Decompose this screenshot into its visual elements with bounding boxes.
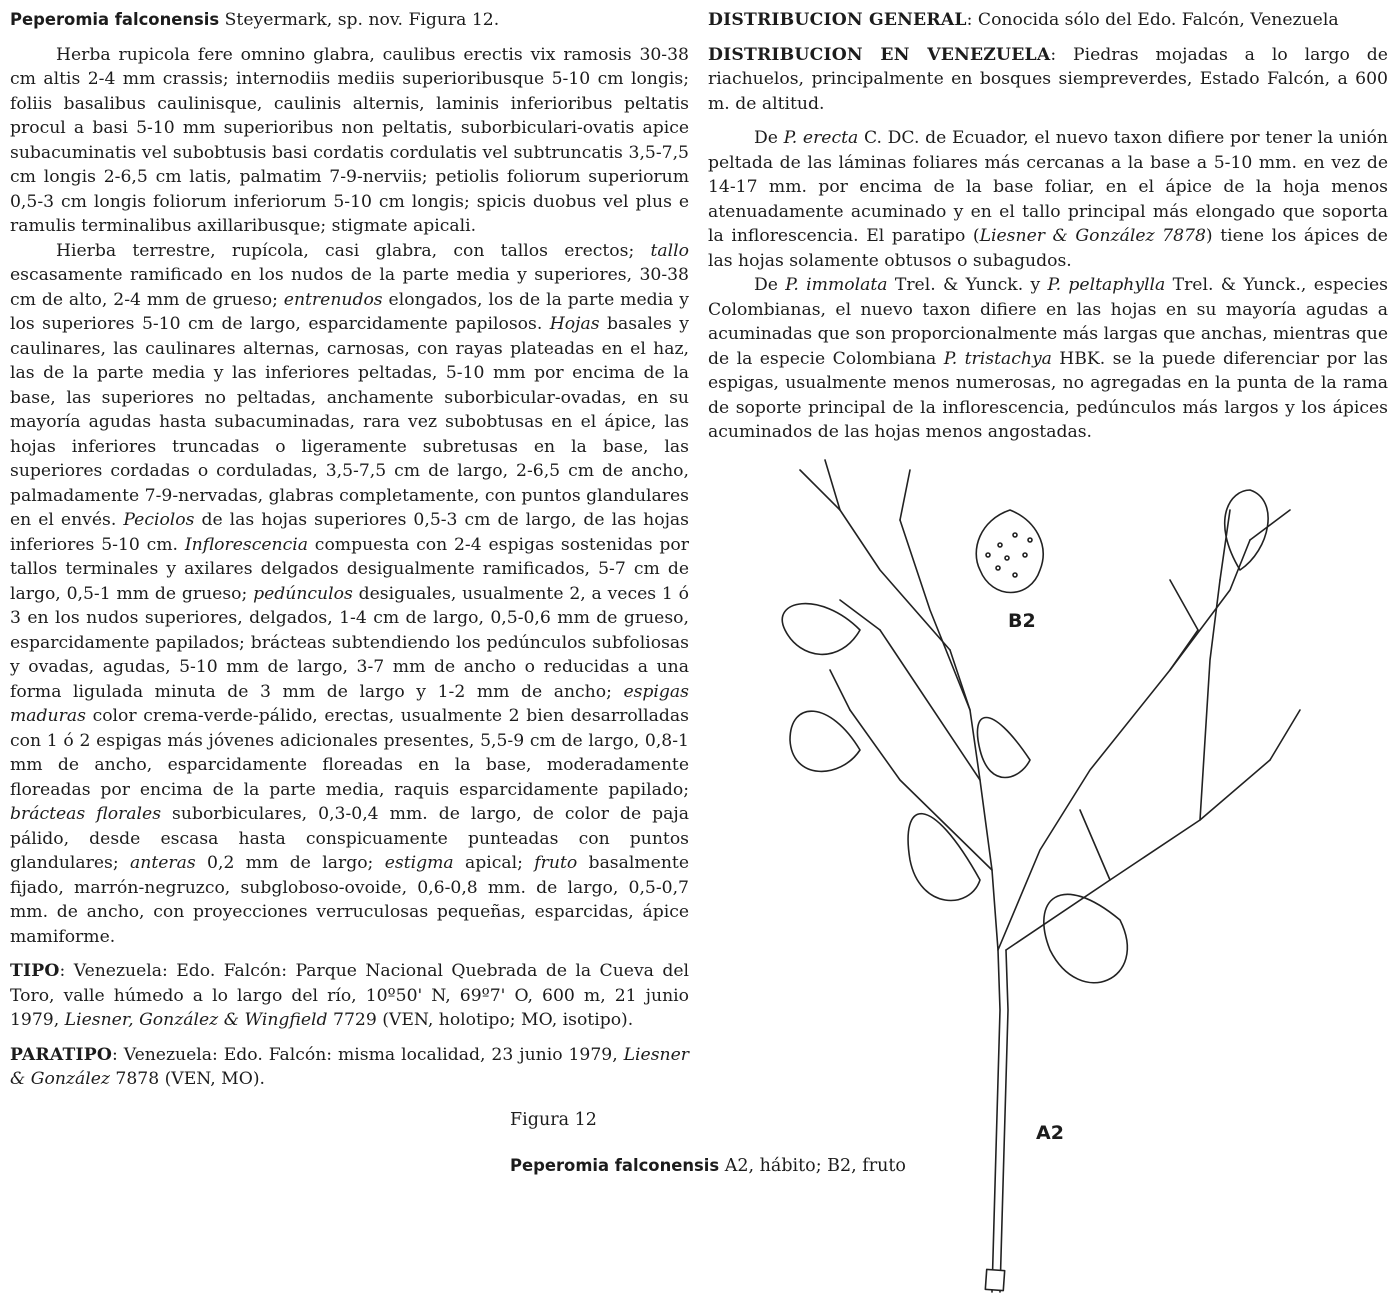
desc-term: tallo	[650, 240, 689, 261]
spanish-description	[10, 239, 689, 950]
comparison-text: ) tiene los ápices de las hojas solamente obtusos o subagudos.	[708, 226, 1388, 271]
comparison-text: De	[754, 275, 786, 295]
desc-text: apical;	[453, 853, 535, 873]
desc-term: pedúnculos	[253, 583, 353, 604]
desc-text: de las hojas superiores 0,5-3 cm de largo, de las hojas inferiores 5-10 cm.	[10, 510, 689, 555]
branch	[840, 510, 950, 650]
comparison-text: Trel. & Yunck. y	[887, 275, 1048, 295]
taxon-name: P. immolata	[785, 275, 888, 295]
desc-term: estigma	[384, 853, 454, 873]
species-heading	[10, 8, 689, 33]
paratipo-tail: 7878 (VEN, MO).	[109, 1069, 265, 1089]
branch	[850, 710, 992, 870]
desc-text: compuesta con 2-4 espigas sostenidas por tallos terminales y axilares delgados desigualmente ramificados, 5-7 cm de largo, 0,5-1 mm de grueso;	[10, 534, 689, 604]
desc-text: suborbiculares, 0,3-0,4 mm. de largo, de color de paja pálido, desde escasa hasta conspicuamente punteadas con puntos glandulares;	[10, 804, 689, 873]
comparison-text: HBK. se la puede diferenciar por las espigas, usualmente menos numerosas, no agregadas en la punta de la rama de soporte principal de la inflorescencia, pedúnculos más largos y los ápices acuminados de las hojas menos angostadas.	[708, 348, 1389, 442]
tipo-collectors: Liesner, González & Wingfield	[64, 1010, 328, 1030]
label-b2: B2	[1008, 610, 1036, 632]
comparison-text: Trel. & Yunck., especies Colombianas, el nuevo taxon difiere en las hojas en su mayoría agudas a acuminadas que son proporcionalmente más largas que anchas, mientras que de la especie Colombiana	[708, 275, 1388, 369]
comparison-text: C. DC. de Ecuador, el nuevo taxon difiere por tener la unión peltada de las láminas foliares más cercanas a la base a 5-10 mm. en vez de 14-17 mm. por encima de la base foliar, en el ápice de la hoja menos atenuadamente acuminado y en el tallo principal más elongado que soporta la inflorescencia. El paratipo (	[708, 128, 1388, 246]
distribution-general-label: DISTRIBUCION GENERAL	[708, 10, 967, 30]
desc-term: brácteas florales	[10, 804, 162, 824]
right-column	[708, 8, 1388, 445]
desc-term: Hojas	[549, 314, 600, 334]
desc-text: basales y caulinares, las caulinares alternas, carnosas, con rayas plateadas en el haz, las de la parte media y las inferiores peltadas, 5-10 mm por encima de la base, las superiores no peltadas, anchamente suborbicular-ovadas, en su mayoría agudas hasta subacuminadas, rara vez subobtusas en el ápice, las hojas inferiores truncadas o ligeramente subretusas en la base, las superiores cordadas o corduladas, 3,5-7,5 cm de largo, 2-6,5 cm de ancho, palmadamente 7-9-nervadas, glabras completamente, con puntos glandulares en el envés.	[10, 314, 689, 530]
desc-term: Peciolos	[123, 510, 195, 530]
caption-species: Peperomia falconensis	[510, 1156, 720, 1175]
desc-text: Hierba terrestre, rupícola, casi glabra, con tallos erectos;	[56, 240, 651, 261]
fruit	[976, 510, 1043, 593]
latin-diagnosis: Herba rupicola fere omnino glabra, caulibus erectis vix ramosis 30-38 cm altis 2-4 mm crassis; internodiis mediis superioribusque 5-10 cm longis; foliis basalibus caulinisque, caulinis alternis, laminis inferioribus peltatis procul a basi 5-10 mm superioribus non peltatis, suborbiculari-ovatis apice subacuminatis vel subobtusis basi cordatis cordulatis vel subtruncatis 3,5-7,5 cm longis 2-6,5 cm latis, palmatim 7-9-nerviis; petiolis foliorum superiorum 0,5-3 cm longis foliorum inferiorum 5-10 cm longis; spicis duobus vel plus e ramulis terminalibus axillaribusque; stigmate apicali.	[10, 44, 689, 236]
desc-term: anteras	[130, 853, 196, 873]
tipo-text: : Venezuela: Edo. Falcón: Parque Nacional Quebrada de la Cueva del Toro, valle húmedo a lo largo del río, 10º50' N, 69º7' O, 600 m, 21 junio 1979,	[10, 961, 689, 1030]
spike	[1270, 710, 1300, 760]
caption-rest: A2, hábito; B2, fruto	[719, 1156, 906, 1176]
desc-text: elongados, los de la parte media y los superiores 5-10 cm de largo, esparcidamente papilosos.	[10, 289, 690, 334]
comparison-erecta	[708, 126, 1388, 273]
species-name: Peperomia falconensis	[10, 10, 220, 29]
desc-text: desiguales, usualmente 2, a veces 1 ó 3 en los nudos superiores, delgados, 1-4 cm de largo, 0,5-0,6 mm de grueso, esparcidamente papilados; brácteas subtendiendo los pedúnculos subfoliosas y ovadas, agudas, 5-10 mm de largo, 3-7 mm de ancho o reducidas a una forma ligulada minuta de 3 mm de largo y 1-2 mm de ancho;	[10, 583, 689, 702]
leaf	[908, 814, 980, 901]
paratipo-label: PARATIPO	[10, 1044, 113, 1065]
paratipo-text: : Venezuela: Edo. Falcón: misma localidad, 23 junio 1979,	[112, 1044, 624, 1065]
distribution-general-text: : Conocida sólo del Edo. Falcón, Venezuela	[966, 10, 1339, 30]
leaf	[790, 711, 860, 771]
distribution-venezuela-label: DISTRIBUCION EN VENEZUELA	[708, 44, 1051, 65]
distribution-venezuela	[708, 43, 1388, 117]
branch	[1006, 760, 1270, 950]
branch	[998, 630, 1198, 950]
collector-citation: Liesner & González 7878	[979, 226, 1206, 246]
branch	[880, 630, 980, 780]
comparison-colombian	[708, 273, 1388, 445]
botanical-illustration	[730, 450, 1390, 1300]
desc-term: Inflorescencia	[184, 534, 308, 555]
leaf	[1225, 490, 1268, 570]
desc-term: fruto	[534, 853, 578, 873]
spike	[900, 470, 910, 520]
desc-text: 0,2 mm de largo;	[195, 853, 385, 873]
left-column	[10, 8, 689, 1092]
leaf	[1044, 894, 1127, 982]
leaf	[782, 604, 860, 655]
distribution-general	[708, 8, 1388, 33]
desc-text: basalmente fijado, marrón-negruzco, subgloboso-ovoide, 0,6-0,8 mm. de largo, 0,5-0,7 mm. de ancho, con proyecciones verruculosas pequeñas, esparcidas, ápice mamiforme.	[10, 853, 689, 947]
branch	[1170, 540, 1250, 670]
figure-label: Figura 12	[510, 1110, 597, 1130]
desc-term: espigas maduras	[10, 681, 689, 726]
paratipo-paragraph	[10, 1043, 689, 1092]
species-authority: Steyermark, sp. nov. Figura 12.	[219, 10, 500, 30]
label-a2: A2	[1036, 1122, 1064, 1144]
comparison-text: De	[754, 128, 784, 148]
branch	[900, 520, 970, 710]
taxon-name: P. peltaphylla	[1047, 275, 1166, 295]
taxon-name: P. erecta	[783, 128, 859, 148]
distribution-venezuela-text: : Piedras mojadas a lo largo de riachuelos, principalmente en bosques siempreverdes, Estado Falcón, a 600 m. de altitud.	[708, 44, 1388, 114]
desc-text: escasamente ramificado en los nudos de la parte media y superiores, 30-38 cm de alto, 2-4 mm de grueso;	[10, 265, 689, 310]
leaf	[977, 718, 1030, 778]
taxon-name: P. tristachya	[943, 348, 1052, 369]
tipo-label: TIPO	[10, 961, 60, 981]
plant-drawing	[730, 450, 1390, 1300]
paratipo-collectors: Liesner & González	[10, 1044, 689, 1089]
spike	[830, 670, 850, 710]
desc-text: color crema-verde-pálido, erectas, usualmente 2 bien desarrolladas con 1 ó 2 espigas más jóvenes adicionales presentes, 5,5-9 cm de largo, 0,8-1 mm de ancho, esparcidamente floreadas en la base, moderadamente floreadas por encima de la parte media, raquis esparcidamente papilado;	[10, 706, 689, 800]
tipo-tail: 7729 (VEN, holotipo; MO, isotipo).	[327, 1010, 634, 1030]
tipo-paragraph	[10, 959, 689, 1033]
desc-term: entrenudos	[283, 289, 383, 310]
